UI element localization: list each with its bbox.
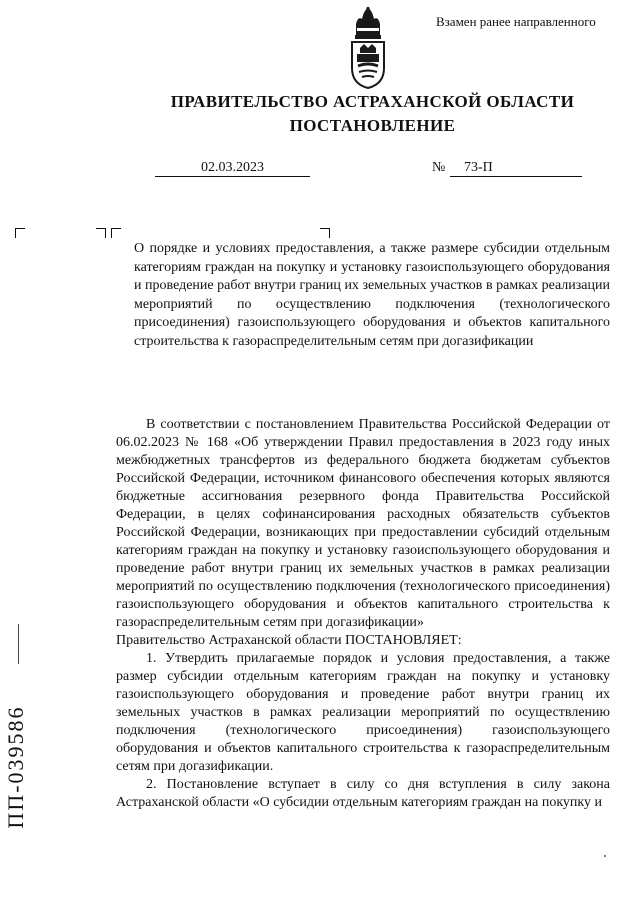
number-sign: № bbox=[432, 160, 446, 175]
heading-corner-mark-right bbox=[320, 228, 330, 238]
preamble-paragraph: В соответствии с постановлением Правительства Российской Федерации от 06.02.2023 № 168 «Об утверждении Правил предоставления в 2023 году иных межбюджетных трансфертов из федерального бюджета бюджетам субъектов Российской Федерации, источником финансового обеспечения которых являются бюджетные ассигнования резервного фонда Правительства Российской Федерации, в целях софинансирования расходных обязательств субъектов Российской Федерации, возникающих при предоставлении субсидий отдельным категориям граждан на покупку и установку газоиспользующего оборудования и проведение работ внутри границ их земельных участков в рамках реализации мероприятий по осуществлению подключения (технологического присоединения) газоиспользующего оборудования и объектов капитального строительства к газораспределительным сетям при догазификации» bbox=[116, 417, 610, 630]
heading-corner-mark-left bbox=[111, 228, 121, 238]
registration-stamp bbox=[3, 684, 28, 844]
registration-number: ПП-039586 bbox=[3, 705, 28, 829]
government-title: ПРАВИТЕЛЬСТВО АСТРАХАНСКОЙ ОБЛАСТИ bbox=[170, 92, 575, 111]
coat-of-arms-emblem bbox=[344, 6, 392, 90]
shield-icon bbox=[352, 42, 384, 88]
margin-corner-mark bbox=[96, 228, 106, 238]
replacement-note: Взамен ранее направленного bbox=[436, 14, 596, 29]
crown-icon bbox=[355, 7, 381, 39]
document-number: 73-П bbox=[450, 160, 582, 177]
margin-line bbox=[18, 624, 19, 664]
resolves-line: Правительство Астраханской области ПОСТАНОВЛЯЕТ: bbox=[116, 633, 462, 648]
item-2-paragraph: 2. Постановление вступает в силу со дня вступления в силу закона Астраханской области «О субсидии отдельным категориям граждан на покупку и bbox=[116, 777, 610, 810]
scan-speck bbox=[604, 855, 606, 857]
document-body bbox=[116, 416, 610, 812]
document-date: 02.03.2023 bbox=[155, 160, 310, 177]
margin-corner-mark bbox=[15, 228, 25, 238]
document-type-title: ПОСТАНОВЛЕНИЕ bbox=[289, 116, 456, 135]
item-1-paragraph: 1. Утвердить прилагаемые порядок и условия предоставления, а также размер субсидии отдельным категориям граждан на покупку и установку газоиспользующего оборудования и проведение работ внутри границ их земельных участков в рамках реализации мероприятий по осуществлению подключения (технологического присоединения) газоиспользующего оборудования и объектов капитального строительства к газораспределительным сетям при догазификации. bbox=[116, 651, 610, 774]
resolution-heading: О порядке и условиях предоставления, а также размере субсидии отдельным категориям граждан на покупку и установку газоиспользующего оборудования и проведение работ внутри границ их земельных участков в рамках реализации мероприятий по осуществлению подключения (технологического присоединения) газоиспользующего оборудования и объектов капитального строительства к газораспределительным сетям при догазификации bbox=[134, 241, 610, 349]
